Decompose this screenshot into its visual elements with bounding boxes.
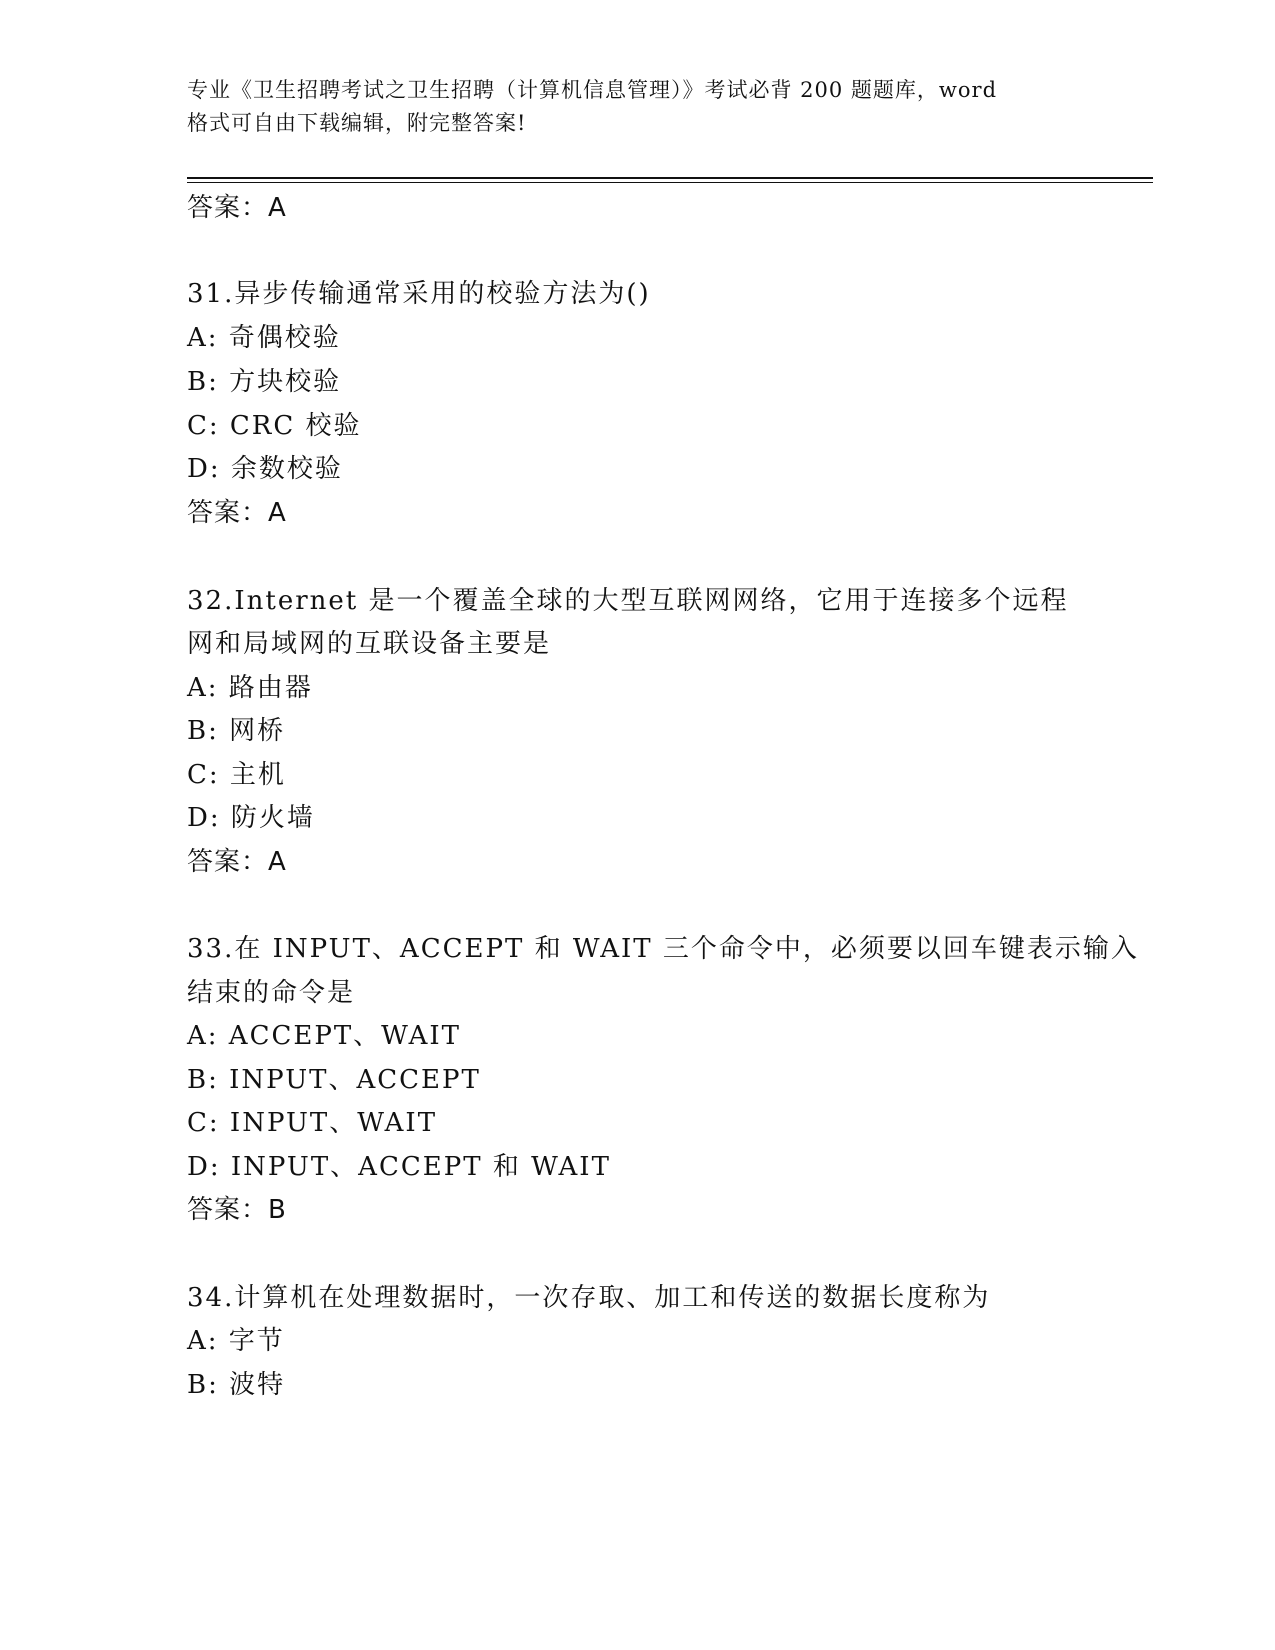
- question-32-option-a: A: 路由器: [187, 673, 313, 703]
- question-32-option-b: B: 网桥: [187, 716, 286, 746]
- header-divider-thin: [187, 182, 1153, 183]
- question-33-stem-line-2: 结束的命令是: [187, 978, 356, 1008]
- header-line-1: 专业《卫生招聘考试之卫生招聘（计算机信息管理）》考试必背 200 题题库，word: [187, 78, 998, 102]
- question-32-answer: 答案：A: [187, 847, 287, 877]
- question-32-option-d: D: 防火墙: [187, 803, 315, 833]
- header-divider-thick: [187, 177, 1153, 179]
- question-32-stem-line-2: 网和局域网的互联设备主要是: [187, 629, 552, 659]
- question-31-option-d: D: 余数校验: [187, 454, 343, 484]
- question-31-option-a: A: 奇偶校验: [187, 323, 341, 353]
- question-33-option-c: C: INPUT、WAIT: [187, 1108, 438, 1138]
- question-34-stem: 34.计算机在处理数据时，一次存取、加工和传送的数据长度称为: [187, 1283, 991, 1313]
- question-34-option-b: B: 波特: [187, 1370, 286, 1400]
- question-31-stem: 31.异步传输通常采用的校验方法为(): [187, 279, 651, 309]
- question-32-stem-line-1: 32.Internet 是一个覆盖全球的大型互联网网络，它用于连接多个远程: [187, 586, 1069, 616]
- question-32-option-c: C: 主机: [187, 760, 286, 790]
- question-31-answer: 答案：A: [187, 498, 287, 528]
- question-33-option-b: B: INPUT、ACCEPT: [187, 1065, 481, 1095]
- document-header: [187, 74, 1087, 140]
- question-33-option-a: A: ACCEPT、WAIT: [187, 1021, 461, 1051]
- question-33-answer: 答案：B: [187, 1195, 287, 1225]
- question-33-stem-line-1: 33.在 INPUT、ACCEPT 和 WAIT 三个命令中，必须要以回车键表示输入: [187, 934, 1139, 964]
- question-31-option-c: C: CRC 校验: [187, 411, 362, 441]
- header-line-2: 格式可自由下载编辑，附完整答案!: [187, 111, 527, 135]
- question-34-option-a: A: 字节: [187, 1326, 285, 1356]
- question-33-option-d: D: INPUT、ACCEPT 和 WAIT: [187, 1152, 611, 1182]
- answer-previous: 答案：A: [187, 193, 287, 223]
- question-31-option-b: B: 方块校验: [187, 367, 342, 397]
